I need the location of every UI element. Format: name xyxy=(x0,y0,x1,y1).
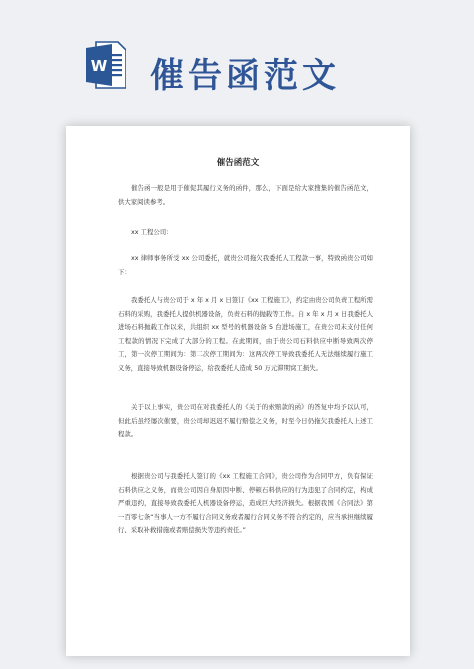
paragraph-intro: 催告函一般是用于催促其履行义务的函件，那么，下面是给大家搜集的催告函范文，供大家阅读参考。 xyxy=(118,184,373,206)
word-logo-letter: W xyxy=(90,57,108,75)
paragraph-facts: 我委托人与贵公司于 x 年 x 月 x 日签订《xx 工程施工》，约定由贵公司负责工程所需石料的采购，我委托人提供机器设备，负责石料的抛载等工作。自 x 年 x 月 x 日我委托人进场石料抛载工作以来，共组织 xx 型号的机器设备 5 台进场施工，在贵公司未支付任何工程款的情况下完成了大部分的工程。在此期间，由于贵公司石料供应中断导致两次停工，第一次停工期间为：第二次停工期间为：这两次停工导致我委托人无法继续履行施工义务，直接导致机器设备停运，给我委托人造成 50 万元滞期窝工损失。 xyxy=(118,296,373,372)
page-header xyxy=(0,0,474,120)
paragraph-addressee: xx 工程公司： xyxy=(131,228,173,236)
paragraph-opening: xx 律师事务所受 xx 公司委托，就贵公司拖欠我委托人工程款一事，特致函贵公司如下： xyxy=(118,254,373,276)
paragraph-acknowledgement: 关于以上事实，贵公司在对我委托人的《关于的索赔款的函》的答复中均予以认可，但此后虽经屡次催要，贵公司却迟迟不履行赔偿之义务，时至今日仍拖欠我委托人上述工程款。 xyxy=(118,403,373,438)
document-title: 催告函范文 xyxy=(216,158,260,168)
word-document-icon xyxy=(86,40,126,90)
page-heading: 催告函范文 xyxy=(150,56,340,96)
paragraph-contract-breach: 根据贵公司与我委托人签订的《xx 工程施工合同》，贵公司作为合同甲方，负有保证石料供应之义务，而贵公司因自身原因中断、停顿石料供应的行为违犯了合同约定，构成严重违约，直接导致我委托人机器设备停运，造成巨大经济损失。根据我国《合同法》第一百零七条“当事人一方不履行合同义务或者履行合同义务不符合约定的，应当承担继续履行、采取补救措施或者赔偿损失等违约责任。” xyxy=(118,472,373,534)
document-page xyxy=(66,126,410,656)
